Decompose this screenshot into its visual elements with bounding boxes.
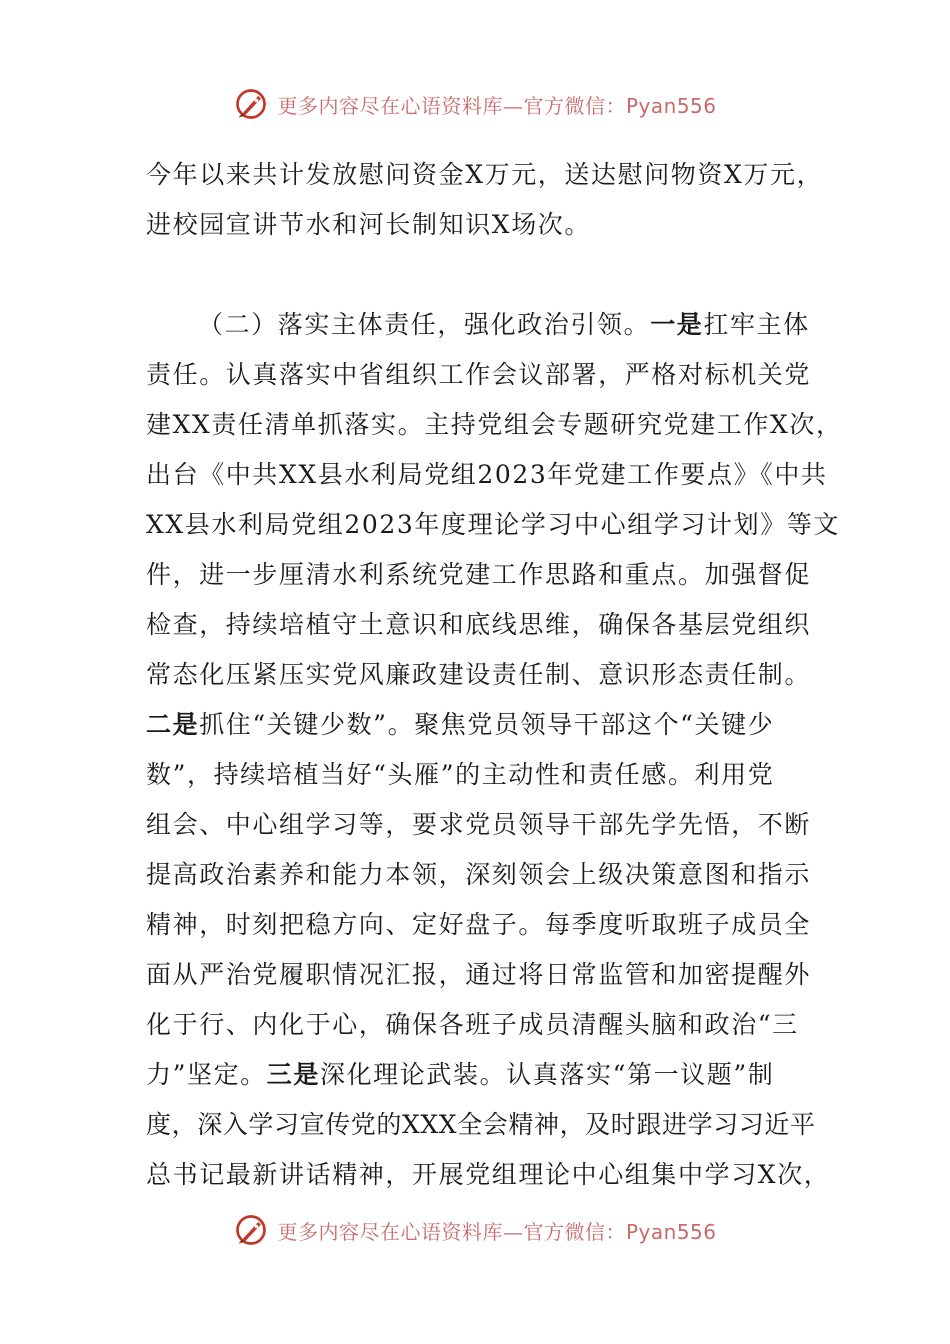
paragraph-line: 度，深入学习宣传党的XXX全会精神，及时跟进学习习近平	[146, 1110, 816, 1139]
paragraph-line: 检查，持续培植守土意识和底线思维，确保各基层党组织	[146, 610, 812, 639]
paragraph-line: 进校园宣讲节水和河长制知识X场次。	[146, 210, 591, 239]
paragraph-line: 数”，持续培植当好“头雁”的主动性和责任感。利用党	[146, 760, 775, 789]
paragraph-line: 责任。认真落实中省组织工作会议部署，严格对标机关党	[146, 360, 812, 389]
banner-text: 更多内容尽在心语资料库—官方微信：Pyan556	[277, 1219, 717, 1244]
paragraph-line: 力”坚定。三是深化理论武装。认真落实“第一议题”制	[146, 1060, 775, 1089]
bold-marker: 二是	[146, 710, 200, 739]
paragraph-line: 精神，时刻把稳方向、定好盘子。每季度听取班子成员全	[146, 910, 812, 939]
wechat-id: Pyan556	[625, 93, 717, 118]
paragraph-spacer	[146, 250, 816, 300]
pen-nib-logo-icon	[233, 1212, 269, 1248]
paragraph-line: 组会、中心组学习等，要求党员领导干部先学先悟，不断	[146, 810, 812, 839]
paragraph-line: 建XX责任清单抓落实。主持党组会专题研究党建工作X次，	[146, 410, 843, 439]
banner-text: 更多内容尽在心语资料库—官方微信：Pyan556	[277, 93, 717, 118]
paragraph-line: 常态化压紧压实党风廉政建设责任制、意识形态责任制。	[146, 660, 812, 689]
bold-marker: 三是	[266, 1060, 320, 1089]
paragraph-line: 总书记最新讲话精神，开展党组理论中心组集中学习X次，	[146, 1160, 831, 1189]
paragraph-line: 二是抓住“关键少数”。聚焦党员领导干部这个“关键少	[146, 710, 775, 739]
wechat-id: Pyan556	[625, 1219, 717, 1244]
paragraph-line: 今年以来共计发放慰问资金X万元，送达慰问物资X万元，	[146, 160, 824, 189]
document-body	[146, 150, 843, 1200]
section-heading-line: （二）落实主体责任，强化政治引领。一是扛牢主体	[198, 310, 810, 339]
header-banner	[0, 82, 950, 126]
bold-marker: 一是	[650, 310, 704, 339]
paragraph-line: 面从严治党履职情况汇报，通过将日常监管和加密提醒外	[146, 960, 812, 989]
paragraph-line: 化于行、内化于心，确保各班子成员清醒头脑和政治“三	[146, 1010, 799, 1039]
footer-banner	[0, 1208, 950, 1252]
pen-nib-logo-icon	[233, 86, 269, 122]
paragraph-line: XX县水利局党组2023年度理论学习中心组学习计划》等文	[146, 510, 841, 539]
paragraph-line: 提高政治素养和能力本领，深刻领会上级决策意图和指示	[146, 860, 812, 889]
paragraph-line: 出台《中共XX县水利局党组2023年党建工作要点》《中共	[146, 460, 828, 489]
paragraph-line: 件，进一步厘清水利系统党建工作思路和重点。加强督促	[146, 560, 812, 589]
